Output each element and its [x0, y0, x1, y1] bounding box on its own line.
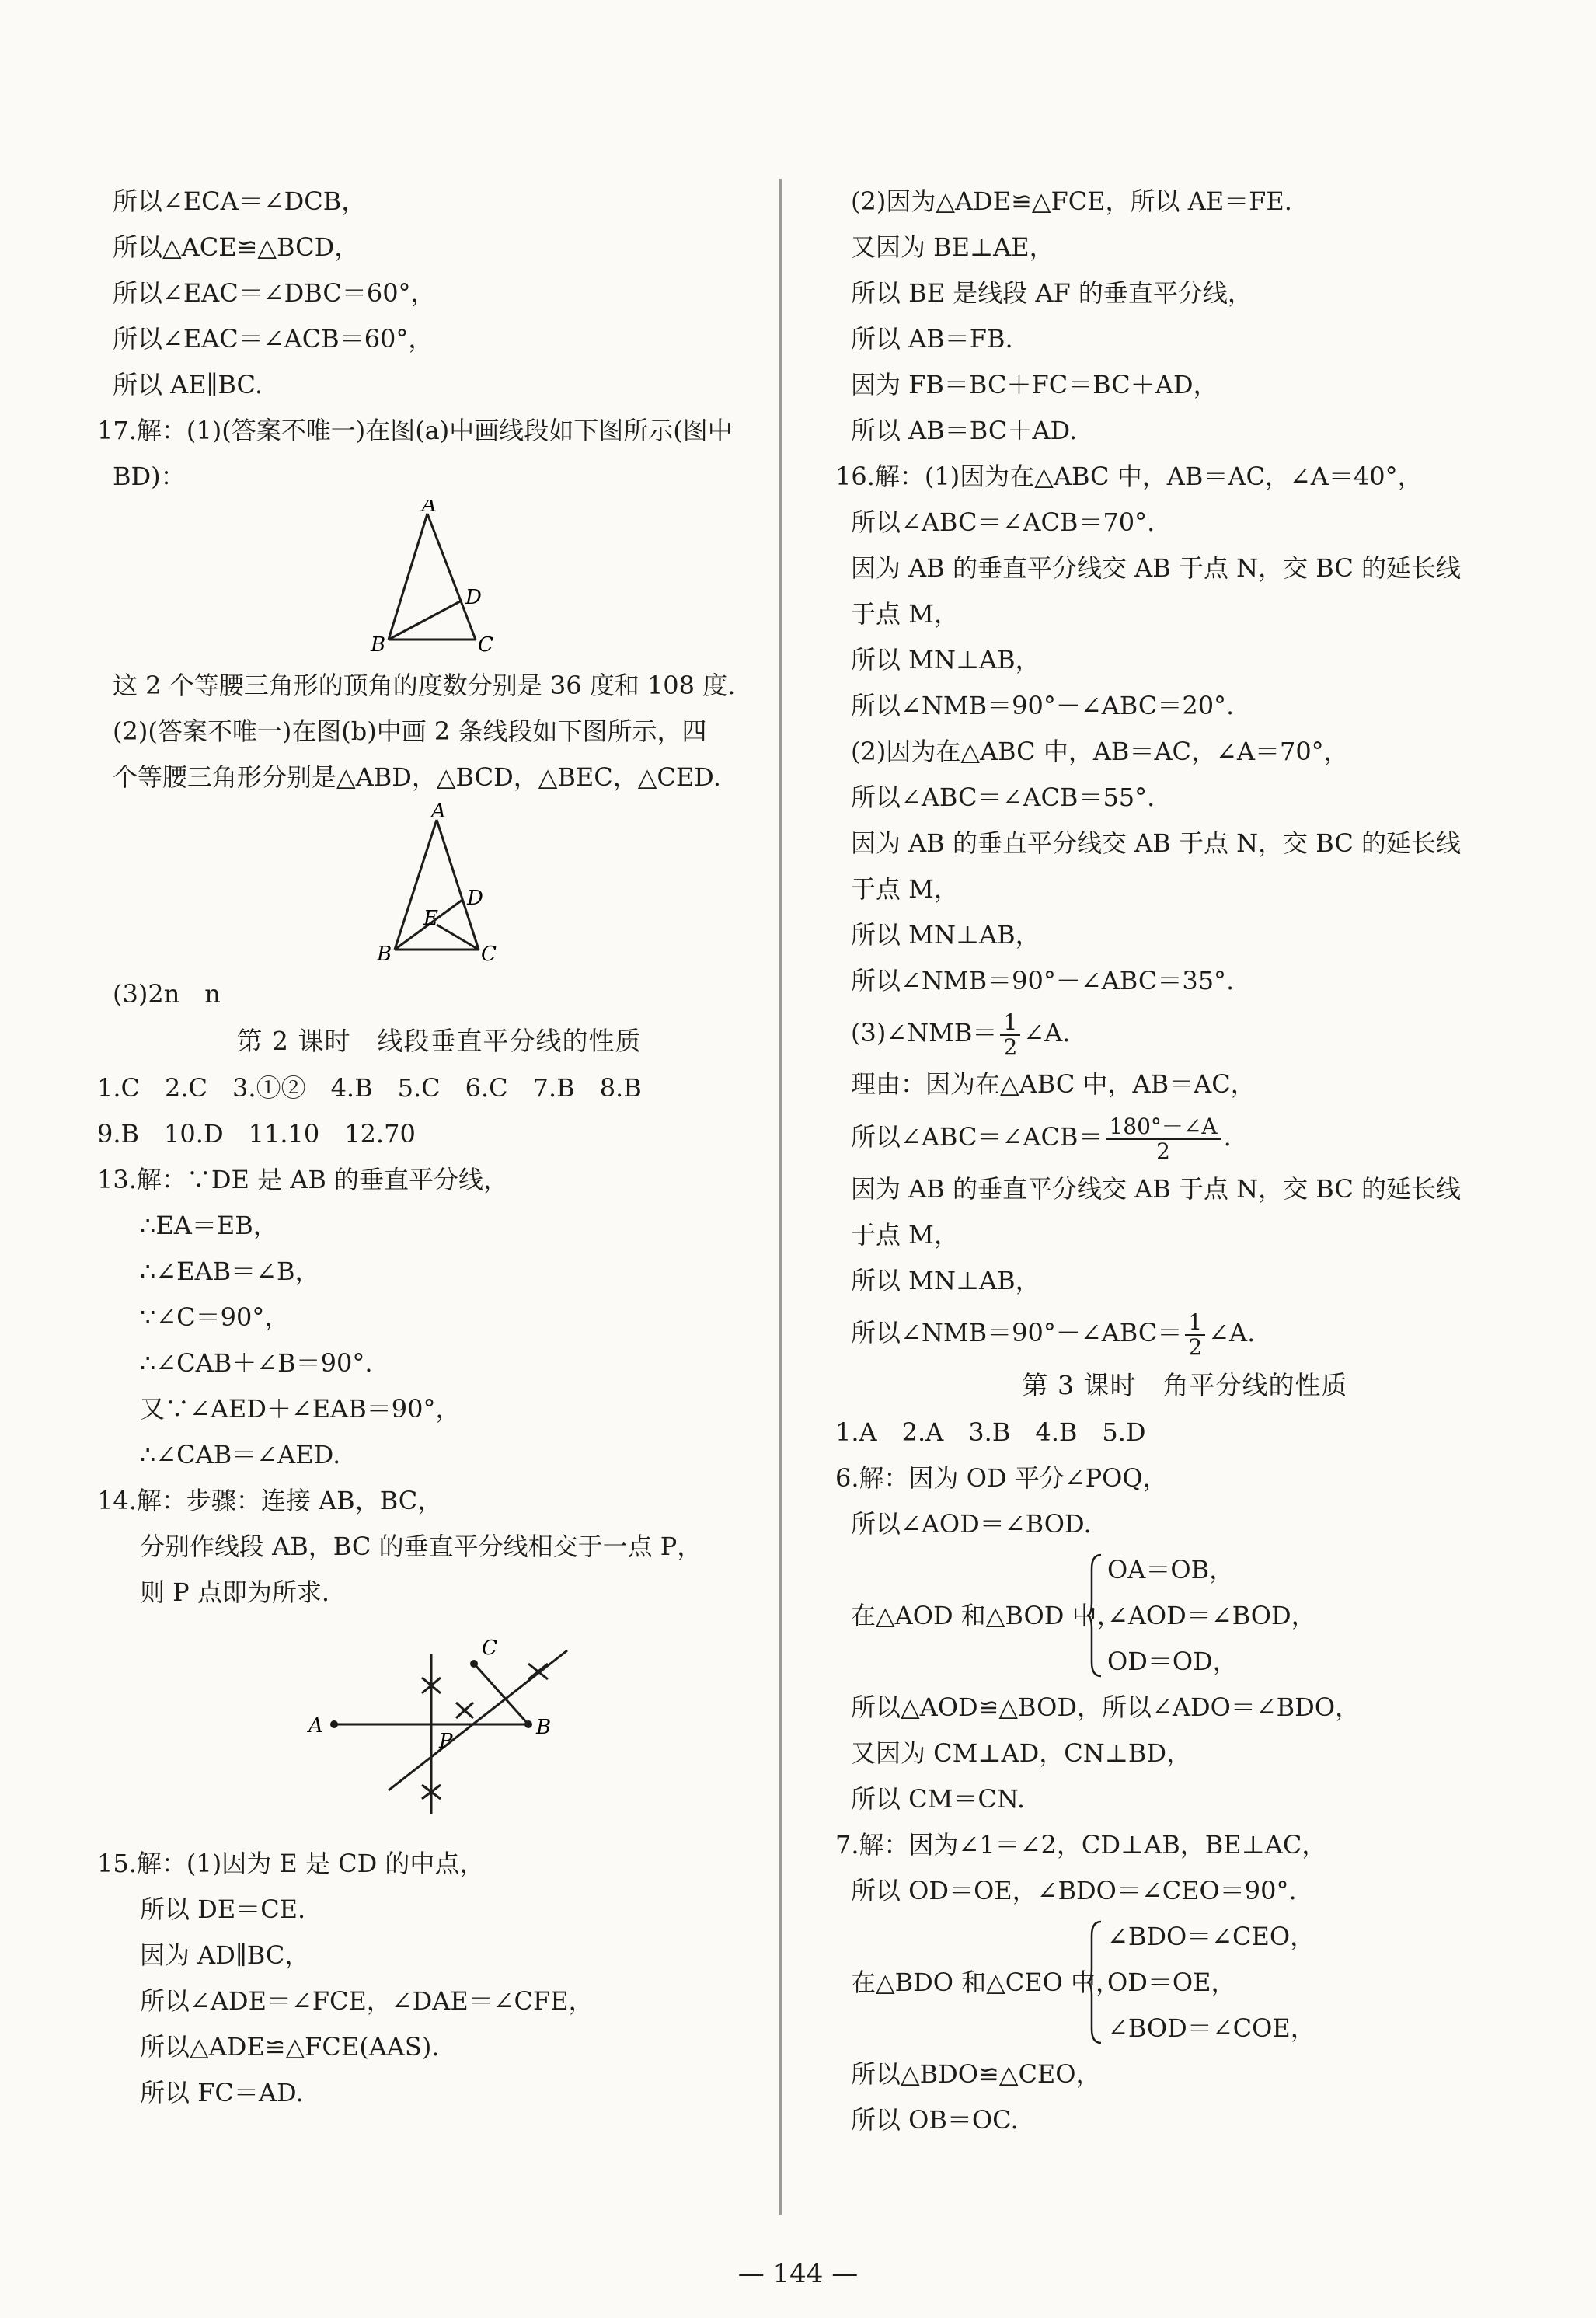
text-line: 又因为 BE⊥AE， [851, 232, 1054, 262]
question-13: 13.解：∵DE 是 AB 的垂直平分线， [97, 1165, 509, 1194]
text-span: 所以∠ABC＝∠ACB＝ [851, 1122, 1103, 1152]
fraction-line [835, 1004, 1535, 1061]
text-span: (3)∠NMB＝ [851, 1018, 998, 1047]
text-line: 所以∠ABC＝∠ACB＝55°. [851, 783, 1155, 812]
triangle-diagram-b [97, 800, 781, 971]
brace-lines [1107, 1914, 1315, 2051]
left-column [97, 179, 781, 2116]
text-span: . [1223, 1122, 1232, 1152]
text-line: OA＝OB， [1107, 1555, 1235, 1584]
text-line: 所以△ADE≌△FCE(AAS). [140, 2032, 440, 2062]
text-line: 所以∠ADE＝∠FCE，∠DAE＝∠CFE， [140, 1986, 594, 2016]
text-line: 所以 AE∥BC. [113, 370, 263, 399]
text-span: 在△BDO 和△CEO 中， [851, 1968, 1121, 1997]
point-label: A [308, 1714, 323, 1738]
text-line: 于点 M， [851, 874, 959, 904]
vertex-label: B [371, 633, 386, 657]
text-line: 于点 M， [851, 1220, 959, 1250]
text-line: 于点 M， [851, 599, 959, 629]
text-line: OD＝OD， [1107, 1647, 1238, 1676]
text-line: 所以 AB＝FB. [851, 324, 1013, 354]
text-line: ∴∠CAB＋∠B＝90°. [140, 1348, 373, 1378]
text-span: 所以∠NMB＝90°－∠ABC＝ [851, 1318, 1183, 1347]
point-label: C [482, 1637, 497, 1660]
text-line: 所以∠NMB＝90°－∠ABC＝20°. [851, 691, 1235, 720]
figure-b-triangle [97, 800, 781, 971]
text-line: 又因为 CM⊥AD，CN⊥BD， [851, 1738, 1192, 1768]
fraction-line [835, 1304, 1535, 1361]
fraction-half [1000, 1011, 1020, 1059]
vertex-label: A [422, 500, 437, 517]
text-line: (2)因为△ADE≌△FCE，所以 AE＝FE. [851, 186, 1292, 216]
section-heading: 第 2 课时 线段垂直平分线的性质 [236, 1026, 642, 1056]
text-line: 所以 MN⊥AB， [851, 1266, 1040, 1295]
fraction-denominator: 2 [1188, 1333, 1203, 1360]
text-line: 所以 OB＝OC. [851, 2105, 1019, 2135]
text-line: 所以∠ABC＝∠ACB＝70°. [851, 507, 1155, 537]
text-line: OD＝OE， [1107, 1968, 1236, 1997]
text-line: 所以 MN⊥AB， [851, 920, 1040, 950]
text-line: 所以 OD＝OE，∠BDO＝∠CEO＝90°. [851, 1876, 1297, 1905]
text-line: (3)2n n [113, 979, 221, 1009]
text-line: 所以∠ECA＝∠DCB， [113, 186, 367, 216]
section-heading: 第 3 课时 角平分线的性质 [1022, 1370, 1348, 1400]
left-brace-icon [1085, 1920, 1104, 2044]
fraction-numerator: 1 [1185, 1311, 1205, 1336]
text-span: 在△AOD 和△BOD 中， [851, 1601, 1122, 1630]
text-line: 则 P 点即为所求. [140, 1577, 330, 1607]
text-line: 所以△BDO≌△CEO， [851, 2059, 1101, 2089]
brace-lines [1107, 1547, 1316, 1685]
text-line: BD)： [113, 462, 186, 491]
question-15: 15.解：(1)因为 E 是 CD 的中点， [97, 1849, 485, 1878]
question-14: 14.解：步骤：连接 AB，BC， [97, 1486, 443, 1515]
fraction-angle [1106, 1115, 1220, 1163]
vertex-label: C [478, 633, 493, 657]
vertex-label: D [467, 887, 483, 910]
brace-system-q6 [835, 1547, 1535, 1685]
text-line: 所以 CM＝CN. [851, 1784, 1026, 1814]
text-line: 所以 MN⊥AB， [851, 645, 1040, 674]
text-line: (2)因为在△ABC 中，AB＝AC，∠A＝70°， [851, 737, 1349, 766]
text-span: ∠A. [1023, 1018, 1071, 1047]
text-line: 所以△ACE≌△BCD， [113, 232, 360, 262]
brace-system-q7 [835, 1914, 1535, 2051]
fraction-numerator: 1 [1000, 1011, 1020, 1036]
text-line: 因为 AD∥BC， [140, 1940, 310, 1970]
left-brace-icon [1085, 1553, 1104, 1678]
answers-line: 1.A 2.A 3.B 4.B 5.D [835, 1417, 1146, 1447]
answers-line: 9.B 10.D 11.10 12.70 [97, 1119, 416, 1149]
question-16: 16.解：(1)因为在△ABC 中，AB＝AC，∠A＝40°， [835, 462, 1423, 491]
fraction-half [1185, 1311, 1205, 1359]
text-line: ∵∠C＝90°， [140, 1302, 290, 1332]
triangle-diagram-a [97, 500, 781, 663]
text-line: 所以 FC＝AD. [140, 2078, 304, 2107]
text-line: 所以 AB＝BC＋AD. [851, 416, 1078, 445]
right-column [835, 179, 1535, 2143]
text-line: 个等腰三角形分别是△ABD，△BCD，△BEC，△CED. [113, 762, 721, 792]
text-line: 所以△AOD≌△BOD，所以∠ADO＝∠BDO， [851, 1692, 1361, 1722]
fraction-numerator: 180°－∠A [1106, 1115, 1220, 1140]
text-line: 因为 AB 的垂直平分线交 AB 于点 N，交 BC 的延长线 [851, 828, 1462, 858]
vertex-label: E [423, 907, 438, 930]
text-line: 因为 AB 的垂直平分线交 AB 于点 N，交 BC 的延长线 [851, 553, 1462, 583]
text-line: ∠BOD＝∠COE， [1107, 2013, 1315, 2043]
question-17: 17.解：(1)(答案不唯一)在图(a)中画线段如下图所示(图中 [97, 416, 733, 445]
text-line: ∴EA＝EB， [140, 1211, 278, 1240]
fraction-denominator: 2 [1156, 1138, 1170, 1164]
text-line: ∴∠CAB＝∠AED. [140, 1440, 341, 1469]
text-line: 这 2 个等腰三角形的顶角的度数分别是 36 度和 108 度. [113, 671, 736, 700]
fraction-denominator: 2 [1003, 1034, 1018, 1060]
answers-line: 1.C 2.C 3.①② 4.B 5.C 6.C 7.B 8.B [97, 1073, 642, 1103]
text-line: 所以 BE 是线段 AF 的垂直平分线， [851, 278, 1253, 308]
text-line: 所以 DE＝CE. [140, 1894, 306, 1924]
bisector-diagram [97, 1616, 781, 1841]
text-line: 又∵∠AED＋∠EAB＝90°， [140, 1394, 461, 1424]
text-line: 因为 FB＝BC＋FC＝BC＋AD， [851, 370, 1218, 399]
figure-a-triangle [97, 500, 781, 663]
vertex-label: B [377, 943, 392, 966]
figure-perpendicular-bisectors [97, 1616, 781, 1841]
text-line: 所以∠EAC＝∠ACB＝60°， [113, 324, 434, 354]
vertex-label: C [481, 943, 497, 966]
point-label: B [536, 1716, 552, 1739]
text-line: 所以∠NMB＝90°－∠ABC＝35°. [851, 966, 1235, 995]
text-line: ∠BDO＝∠CEO， [1107, 1922, 1315, 1951]
question-7: 7.解：因为∠1＝∠2，CD⊥AB，BE⊥AC， [835, 1830, 1327, 1860]
text-line: 所以∠AOD＝∠BOD. [851, 1509, 1092, 1539]
text-span: ∠A. [1208, 1318, 1256, 1347]
vertex-label: A [431, 800, 446, 823]
point-label: P [439, 1730, 453, 1753]
fraction-line [835, 1107, 1535, 1166]
text-line: ∠AOD＝∠BOD， [1107, 1601, 1316, 1630]
text-line: 所以∠EAC＝∠DBC＝60°， [113, 278, 436, 308]
page-number: — 144 — [737, 2258, 859, 2289]
text-line: ∴∠EAB＝∠B， [140, 1257, 320, 1286]
text-line: 理由：因为在△ABC 中，AB＝AC， [851, 1069, 1256, 1099]
text-line: 分别作线段 AB，BC 的垂直平分线相交于一点 P， [140, 1532, 702, 1561]
text-line: 因为 AB 的垂直平分线交 AB 于点 N，交 BC 的延长线 [851, 1174, 1462, 1204]
question-6: 6.解：因为 OD 平分∠POQ， [835, 1463, 1168, 1493]
text-line: (2)(答案不唯一)在图(b)中画 2 条线段如下图所示，四 [113, 716, 707, 746]
vertex-label: D [465, 586, 482, 609]
